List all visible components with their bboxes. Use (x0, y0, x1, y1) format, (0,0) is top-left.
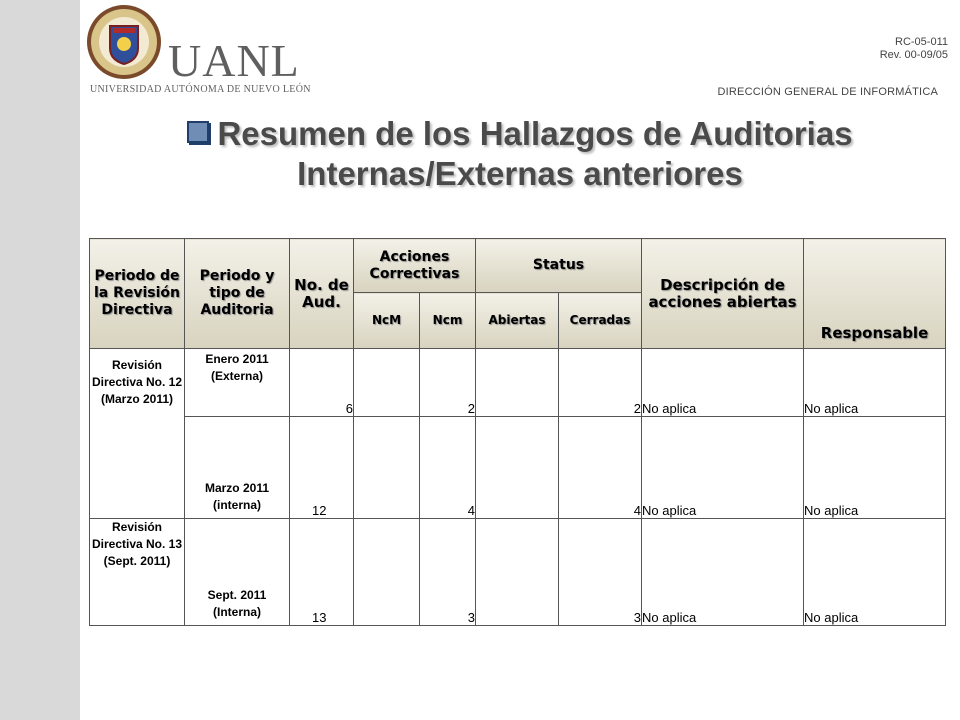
header-descripcion: Descripción de acciones abiertas (642, 239, 804, 349)
document-code (880, 36, 948, 62)
cell-no-aud: 13 (290, 519, 354, 626)
university-seal-icon (86, 4, 162, 80)
cell-cerradas: 2 (559, 349, 642, 417)
cell-abiertas (476, 417, 559, 519)
header-ncm-upper: NcM (354, 293, 420, 349)
uanl-logo-text: UANL (168, 35, 300, 86)
title-line-2: Internas/Externas anteriores (297, 155, 743, 192)
doc-revision: Rev. 00-09/05 (879, 49, 948, 61)
cell-responsable: No aplica (804, 417, 946, 519)
header-cerradas: Cerradas (559, 293, 642, 349)
doc-code: RC-05-011 (895, 36, 948, 48)
cell-audit: Enero 2011 (Externa) (185, 349, 290, 417)
header-ncm-lower: Ncm (420, 293, 476, 349)
table-row (90, 349, 946, 417)
cell-no-aud: 12 (290, 417, 354, 519)
checkbox-bullet-icon (187, 121, 209, 143)
audit-findings-table (89, 238, 946, 626)
cell-descripcion: No aplica (642, 519, 804, 626)
header-acciones-correctivas: Acciones Correctivas (354, 239, 476, 293)
cell-ncm-lower: 3 (420, 519, 476, 626)
cell-ncm-lower: 2 (420, 349, 476, 417)
department-label: DIRECCIÓN GENERAL DE INFORMÁTICA (717, 86, 938, 98)
header-status: Status (476, 239, 642, 293)
uanl-logo-subtitle: UNIVERSIDAD AUTÓNOMA DE NUEVO LEÓN (90, 84, 311, 95)
header-periodo-revision: Periodo de la Revisión Directiva (90, 239, 185, 349)
cell-audit: Marzo 2011 (interna) (185, 417, 290, 519)
cell-abiertas (476, 519, 559, 626)
cell-descripcion: No aplica (642, 349, 804, 417)
header-periodo-tipo: Periodo y tipo de Auditoria (185, 239, 290, 349)
cell-cerradas: 4 (559, 417, 642, 519)
table-row (90, 519, 946, 626)
header-abiertas: Abiertas (476, 293, 559, 349)
cell-audit: Sept. 2011 (Interna) (185, 519, 290, 626)
cell-cerradas: 3 (559, 519, 642, 626)
cell-ncm-upper (354, 349, 420, 417)
title-line-1: Resumen de los Hallazgos de Auditorias (80, 114, 960, 154)
cell-descripcion: No aplica (642, 417, 804, 519)
header-no-aud: No. de Aud. (290, 239, 354, 349)
cell-no-aud: 6 (290, 349, 354, 417)
cell-abiertas (476, 349, 559, 417)
cell-revision: Revisión Directiva No. 13 (Sept. 2011) (90, 519, 185, 626)
table-row (90, 417, 946, 519)
page-title (80, 114, 960, 194)
header-responsable: Responsable (804, 239, 946, 349)
cell-ncm-upper (354, 417, 420, 519)
cell-revision: Revisión Directiva No. 12 (Marzo 2011) (90, 349, 185, 519)
cell-ncm-upper (354, 519, 420, 626)
left-sidebar-band (0, 0, 80, 720)
cell-ncm-lower: 4 (420, 417, 476, 519)
cell-responsable: No aplica (804, 349, 946, 417)
cell-responsable: No aplica (804, 519, 946, 626)
